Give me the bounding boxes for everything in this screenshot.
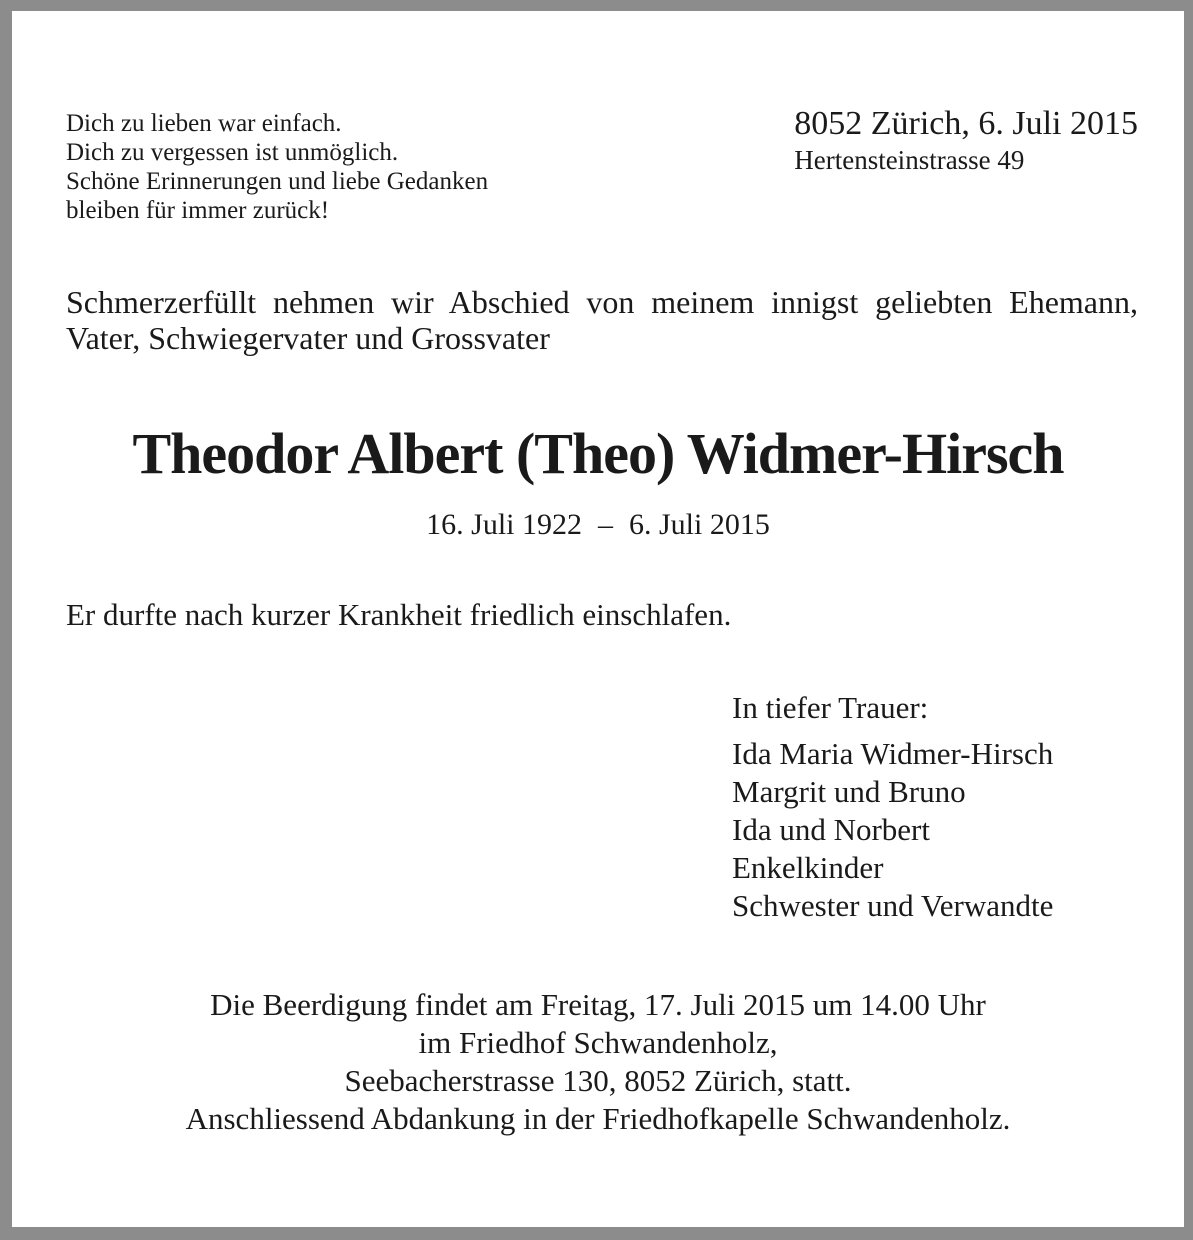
quote-line: Schöne Erinnerungen und liebe Gedanken [66,168,489,195]
funeral-line: Seebacherstrasse 130, 8052 Zürich, statt. [344,1063,852,1098]
mourner: Ida und Norbert [732,812,930,847]
remark-text: Er durfte nach kurzer Krankheit friedlich einschlafen. [66,597,732,632]
mourners-block [732,689,1053,925]
mourner: Ida Maria Widmer-Hirsch [732,736,1054,771]
funeral-info [12,986,1184,1138]
quote-line: Dich zu vergessen ist unmöglich. [66,139,399,166]
life-dates [12,507,1184,543]
quote-line: bleiben für immer zurück! [66,197,330,224]
mourner: Schwester und Verwandte [732,888,1054,923]
birth-date: 16. Juli 1922 [426,508,582,541]
mourning-heading: In tiefer Trauer: [732,690,929,725]
place-and-address [794,104,1138,176]
date-dash: – [598,508,613,541]
deceased-name: Theodor Albert (Theo) Widmer-Hirsch [132,421,1064,486]
death-date: 6. Juli 2015 [629,508,770,541]
funeral-line: Anschliessend Abdankung in der Friedhofkapelle Schwandenholz. [185,1101,1011,1136]
place-date: 8052 Zürich, 6. Juli 2015 [794,105,1138,142]
funeral-line: Die Beerdigung findet am Freitag, 17. Juli 2015 um 14.00 Uhr [210,987,986,1022]
obituary-notice [12,11,1184,1227]
memorial-quote [66,109,488,225]
mourner: Margrit und Bruno [732,774,966,809]
funeral-line: im Friedhof Schwandenholz, [418,1025,778,1060]
address: Hertensteinstrasse 49 [794,145,1025,175]
intro-text: Schmerzerfüllt nehmen wir Abschied von meinem innigst geliebten Ehemann, Vater, Schwiegervater und Grossvater [66,284,1138,356]
mourner: Enkelkinder [732,850,884,885]
quote-line: Dich zu lieben war einfach. [66,110,342,137]
